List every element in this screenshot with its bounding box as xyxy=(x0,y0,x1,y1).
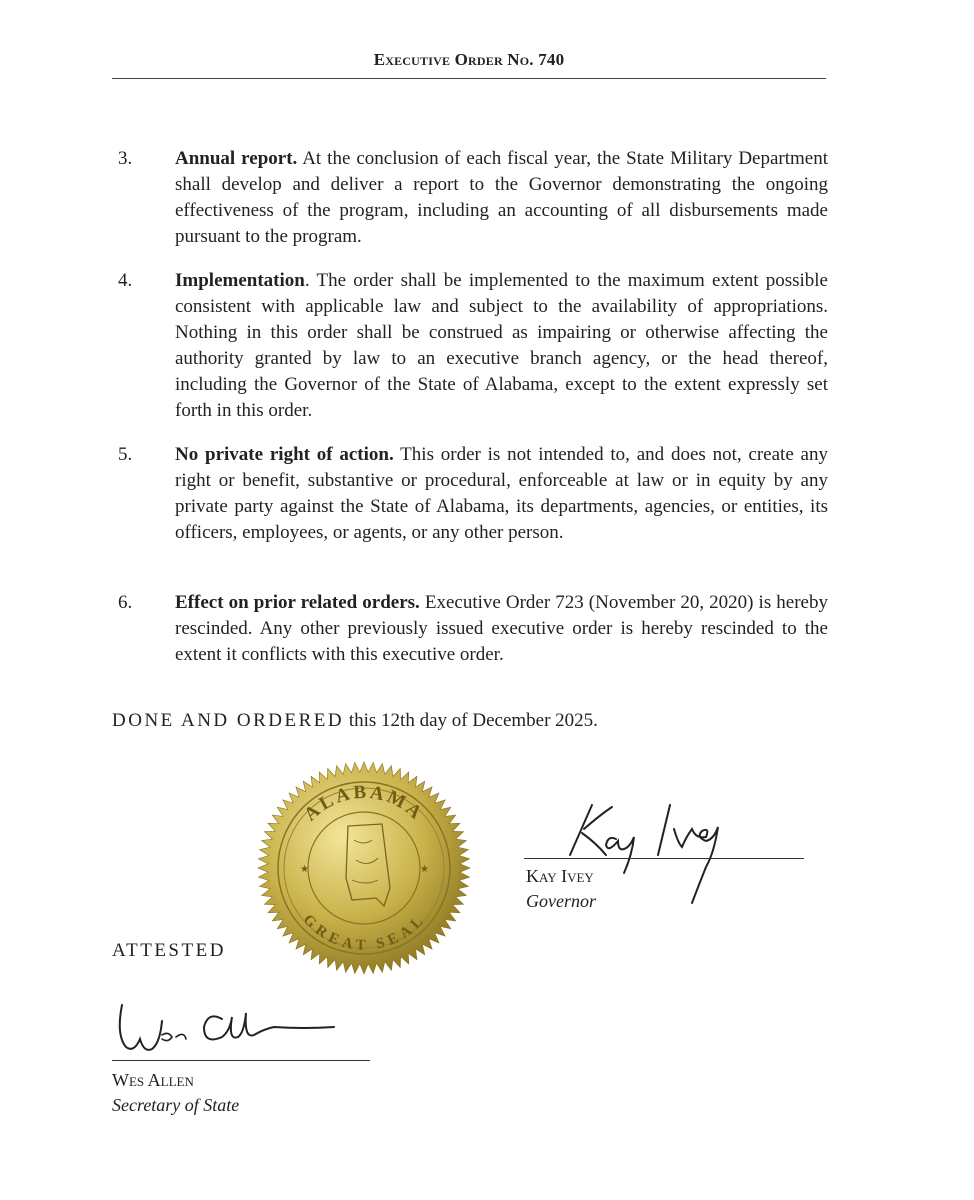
clause-text: At the conclusion of each fiscal year, the State Military Department shall develop and deliver a report to the Governor demonstrating the ongoing effectiveness of the program, including an accounting of all disbursements made pursuant to the program. xyxy=(175,148,829,247)
clause-title: Annual report. xyxy=(175,148,298,169)
header-rule xyxy=(112,78,826,79)
svg-text:★: ★ xyxy=(420,864,429,875)
clause-text: . The order shall be implemented to the maximum extent possible consistent with applicable law and subject to the availability of appropriations. Nothing in this order shall be construed as impairing or otherwise affecting the authority granted by law to an executive branch agency, or the head thereof, including the Governor of the State of Alabama, except to the extent expressly set forth in this order. xyxy=(175,270,828,421)
done-and-ordered xyxy=(112,710,598,732)
great-seal-icon xyxy=(256,760,472,976)
done-date: this 12th day of December 2025. xyxy=(344,710,598,731)
secretary-signature xyxy=(110,985,350,1060)
clause-title: Implementation xyxy=(175,270,305,291)
secretary-signature-line xyxy=(112,1060,370,1061)
svg-text:ALABAMA: ALABAMA xyxy=(300,781,428,826)
clause-text: This order is not intended to, and does not, create any right or benefit, substantive or procedural, enforceable at law or in equity by any private party against the State of Alabama, its departments, agencies, or entities, its officers, employees, or agents, or any other person. xyxy=(175,444,828,543)
clause-5 xyxy=(112,442,828,546)
clause-number: 4. xyxy=(118,270,133,291)
secretary-name: Wes Allen xyxy=(112,1070,194,1090)
clause-number: 5. xyxy=(118,444,133,465)
clause-4 xyxy=(112,268,828,424)
clause-text: Executive Order 723 (November 20, 2020) is hereby rescinded. Any other previously issued executive order is hereby rescinded to the extent it conflicts with this executive order. xyxy=(175,592,828,665)
page-header: Executive Order No. 740 xyxy=(373,50,565,69)
governor-signature-line xyxy=(524,858,804,859)
secretary-title: Secretary of State xyxy=(112,1095,240,1115)
clause-6 xyxy=(112,590,828,668)
clause-number: 3. xyxy=(118,148,133,169)
clause-title: No private right of action. xyxy=(175,444,394,465)
clause-3 xyxy=(112,146,828,250)
governor-title: Governor xyxy=(526,891,596,911)
clause-number: 6. xyxy=(118,592,133,613)
attested-label: ATTESTED xyxy=(112,940,226,961)
done-caps: DONE AND ORDERED xyxy=(112,710,345,731)
svg-text:★: ★ xyxy=(300,864,309,875)
governor-name: Kay Ivey xyxy=(526,866,594,886)
svg-text:GREAT SEAL: GREAT SEAL xyxy=(299,911,429,954)
clause-title: Effect on prior related orders. xyxy=(175,592,420,613)
